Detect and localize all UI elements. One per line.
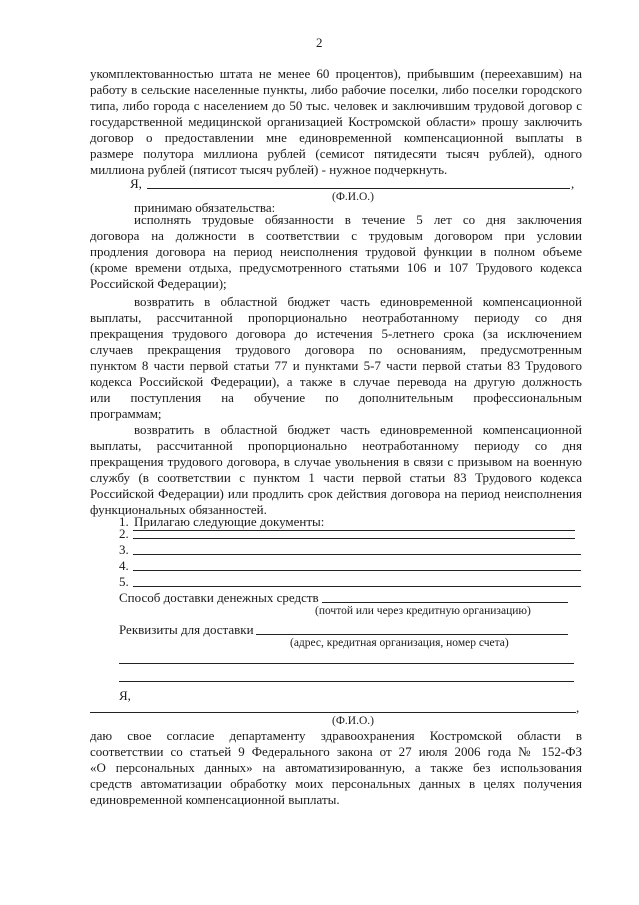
obligation-1-line: продления договора на период неисполнения трудовой функции в полном объеме <box>90 244 582 259</box>
obligation-3-line: функциональных обязанностей. <box>90 502 267 517</box>
documents-heading: Прилагаю следующие документы: <box>134 514 325 529</box>
obligation-2-line: кодекса Российской Федерации), а также в случае перевода на другую должность <box>90 374 582 389</box>
document-number: 2. <box>119 526 129 541</box>
fio-line <box>147 188 570 189</box>
delivery-method-line[interactable] <box>322 602 568 603</box>
obligation-2-line: прекращения трудового договора до истечения 5-летнего срока (за исключением <box>90 326 582 341</box>
document-number: 4. <box>119 558 129 573</box>
obligation-1-line: (кроме времени отдыха, предусмотренного статьями 106 и 107 Трудового кодекса <box>90 260 582 275</box>
document-line[interactable] <box>133 586 581 587</box>
obligation-3-line: службу (в соответствии с пунктом 1 части первой статьи 83 Трудового кодекса <box>90 470 582 485</box>
intro-line: государственной медицинской организацией Костромской области» прошу заключить <box>90 114 582 129</box>
obligation-2-line: пунктом 8 части первой статьи 77 и пунктами 5-7 части первой статьи 83 Трудового <box>90 358 582 373</box>
obligation-3-line: прекращения трудового договора, в случае увольнения в связи с призывом на военную <box>90 454 582 469</box>
consent-line: «О персональных данных» на автоматизированную, а также без использования <box>90 760 582 775</box>
obligation-1-line: исполнять трудовые обязанности в течение 5 лет со дня заключения <box>134 212 582 227</box>
intro-line: работу в сельские населенные пункты, либо рабочие поселки, либо поселки городского <box>90 82 582 97</box>
fio-caption: (Ф.И.О.) <box>332 715 374 727</box>
intro-line: размере полутора миллиона рублей (семисот пятидесяти тысяч рублей), одного <box>90 146 582 161</box>
document-line[interactable] <box>133 570 581 571</box>
obligation-3-line: возвратить в областной бюджет часть единовременной компенсационной <box>134 422 582 437</box>
obligations-heading: принимаю обязательства: <box>134 200 276 215</box>
ya-label: Я, <box>130 176 142 191</box>
delivery-method-label: Способ доставки денежных средств <box>119 590 319 605</box>
intro-line: типа, либо города с населением до 50 тыс. человек и заключившим трудовой договор с <box>90 98 582 113</box>
intro-line: договор о предоставлении мне единовременной компенсационной выплаты в <box>90 130 582 145</box>
document-line[interactable] <box>133 538 575 539</box>
ya-label: Я, <box>119 688 131 703</box>
delivery-details-line[interactable] <box>119 663 574 664</box>
document-line[interactable] <box>133 530 575 531</box>
document-number: 1. <box>119 514 129 529</box>
fio-line[interactable] <box>90 712 576 713</box>
obligation-2-line: или поступления на обучение по дополнительным профессиональным <box>90 390 582 405</box>
obligation-2-line: возвратить в областной бюджет часть единовременной компенсационной <box>134 294 582 309</box>
delivery-details-line[interactable] <box>119 681 574 682</box>
obligation-2-line: выплаты, рассчитанной пропорционально неотработанному периоду со дня <box>90 310 582 325</box>
obligation-3-line: выплаты, рассчитанной пропорционально неотработанному периоду со дня <box>90 438 582 453</box>
fio-comma: , <box>571 176 575 191</box>
obligation-2-line: программам; <box>90 406 162 421</box>
consent-line: единовременной компенсационной выплаты. <box>90 792 340 807</box>
document-number: 3. <box>119 542 129 557</box>
document-line[interactable] <box>133 554 581 555</box>
document-number: 5. <box>119 574 129 589</box>
intro-line: миллиона рублей (пятисот тысяч рублей) - нужное подчеркнуть. <box>90 162 448 177</box>
fio-comma: , <box>576 700 580 715</box>
delivery-details-label: Реквизиты для доставки <box>119 622 254 637</box>
obligation-1-line: Российской Федерации); <box>90 276 227 291</box>
consent-line: даю свое согласие департаменту здравоохранения Костромской области в <box>90 728 582 743</box>
obligation-2-line: случаев прекращения трудового договора по основаниям, предусмотренным <box>90 342 582 357</box>
intro-line: укомплектованностью штата не менее 60 процентов), прибывшим (переехавшим) на <box>90 66 582 81</box>
obligation-1-line: договора на должности в соответствии с трудовым договором при условии <box>90 228 582 243</box>
consent-line: средств автоматизации обработку моих персональных данных в целях получения <box>90 776 582 791</box>
page-number: 2 <box>316 35 323 50</box>
delivery-details-line[interactable] <box>256 634 568 635</box>
delivery-method-caption: (почтой или через кредитную организацию) <box>315 605 531 617</box>
fio-caption: (Ф.И.О.) <box>332 191 374 203</box>
delivery-details-caption: (адрес, кредитная организация, номер счета) <box>290 637 509 649</box>
consent-line: соответствии со статьей 9 Федерального закона от 27 июля 2006 года № 152-ФЗ <box>90 744 582 759</box>
obligation-3-line: Российской Федерации) или продлить срок действия договора на период неисполнения <box>90 486 582 501</box>
